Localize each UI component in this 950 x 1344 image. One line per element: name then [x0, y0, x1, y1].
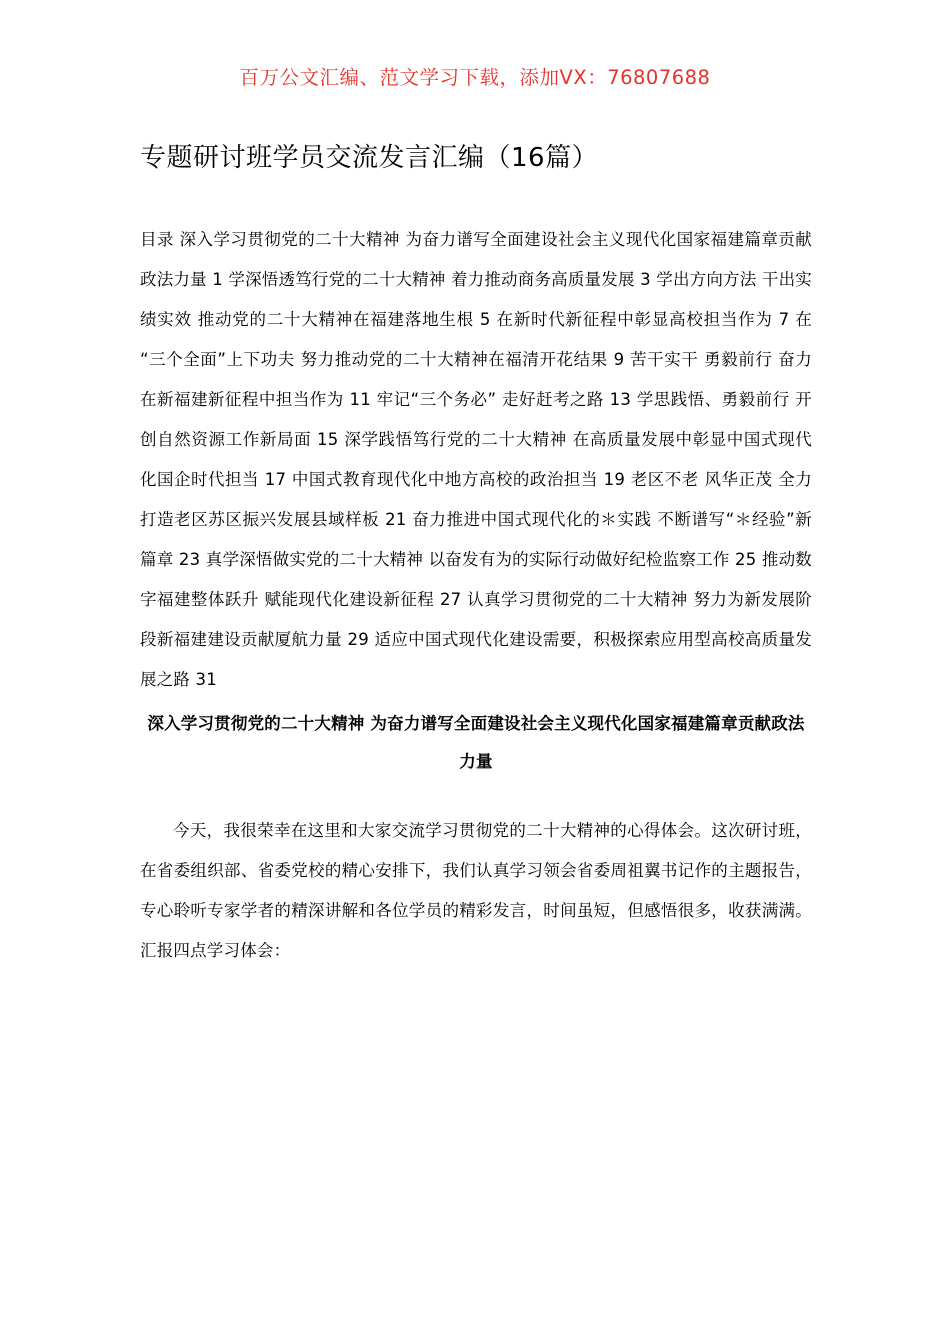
section-heading: 深入学习贯彻党的二十大精神 为奋力谱写全面建设社会主义现代化国家福建篇章贡献政法力量 — [147, 714, 805, 772]
table-of-contents: 目录 深入学习贯彻党的二十大精神 为奋力谱写全面建设社会主义现代化国家福建篇章贡献政法力量 1 学深悟透笃行党的二十大精神 着力推动商务高质量发展 3 学出方向方法 干出实绩实效 推动党的二十大精神在福建落地生根 5 在新时代新征程中彰显高校担当作为 7 在“三个全面”上下功夫 努力推动党的二十大精神在福清开花结果 9 苦干实干 勇毅前行 奋力在新福建新征程中担当作为 11 牢记“三个务必” 走好赶考之路 13 学思践悟、勇毅前行 开创自然资源工作新局面 15 深学践悟笃行党的二十大精神 在高质量发展中彰显中国式现代化国企时代担当 17 中国式教育现代化中地方高校的政治担当 19 老区不老 风华正茂 全力打造老区苏区振兴发展县域样板 21 奋力推进中国式现代化的＊实践 不断谱写“＊经验”新篇章 23 真学深悟做实党的二十大精神 以奋发有为的实际行动做好纪检监察工作 25 推动数字福建整体跃升 赋能现代化建设新征程 27 认真学习贯彻党的二十大精神 努力为新发展阶段新福建建设贡献厦航力量 29 适应中国式现代化建设需要，积极探索应用型高校高质量发展之路 31 — [140, 230, 812, 689]
page-title: 专题研讨班学员交流发言汇编（16篇） — [140, 143, 599, 173]
watermark-promo-text: 百万公文汇编、范文学习下载，添加VX：76807688 — [239, 66, 711, 89]
body-paragraph: 今天，我很荣幸在这里和大家交流学习贯彻党的二十大精神的心得体会。这次研讨班，在省委组织部、省委党校的精心安排下，我们认真学习领会省委周祖翼书记作的主题报告，专心聆听专家学者的精深讲解和各位学员的精彩发言，时间虽短，但感悟很多，收获满满。汇报四点学习体会： — [140, 821, 812, 961]
document-content — [140, 140, 812, 971]
